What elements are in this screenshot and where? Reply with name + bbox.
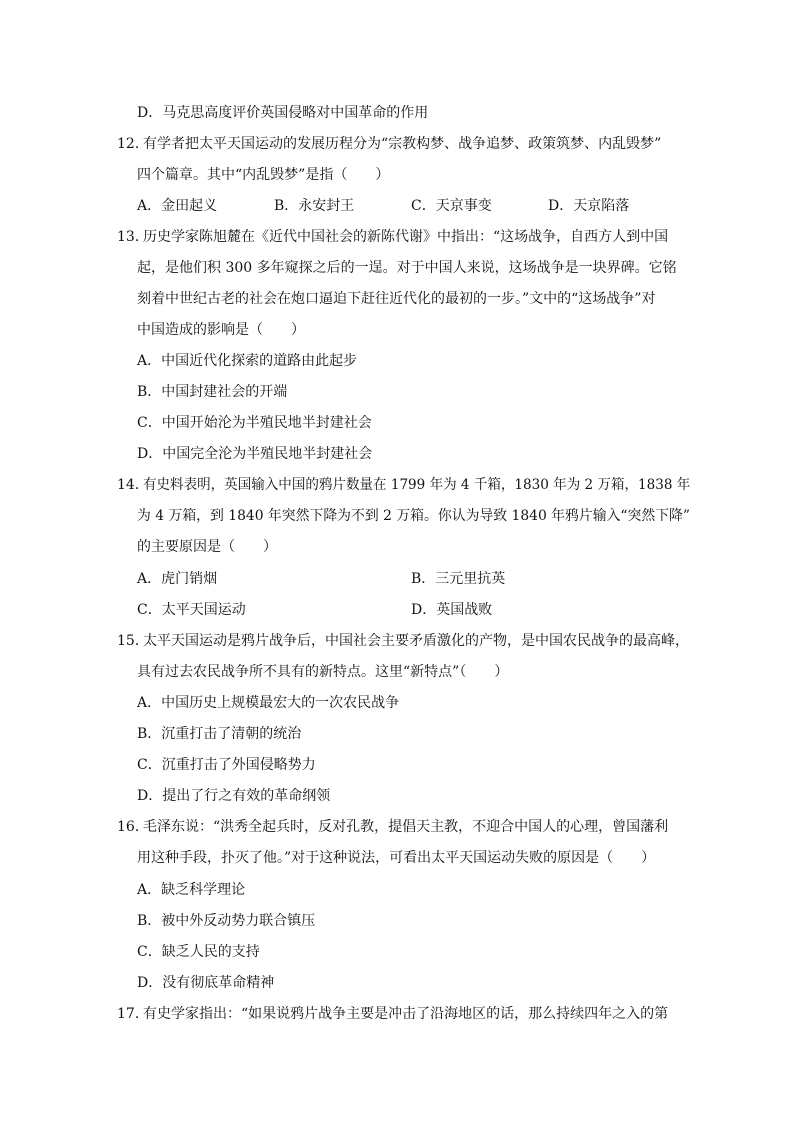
- q14-option-a: A．虎门销烟: [137, 571, 218, 587]
- q16-stem-line-2: 用这种手段，扑灭了他。”对于这种说法，可看出太平天国运动失败的原因是（ ）: [137, 850, 656, 866]
- q12-number: 12．: [117, 136, 149, 152]
- q14-option-c: C．太平天国运动: [137, 602, 246, 618]
- q12-stem-line-2: 四个篇章。其中“内乱毁梦”是指（ ）: [137, 167, 390, 183]
- q12-option-a: A．金田起义: [137, 198, 218, 214]
- q15-option-d: D．提出了行之有效的革命纲领: [137, 788, 331, 804]
- q15-number: 15．: [117, 633, 149, 649]
- q16-stem-line-1: 毛泽东说：“洪秀全起兵时，反对孔教，提倡天主教，不迎合中国人的心理，曾国藩利: [143, 819, 669, 835]
- q15-option-b: B．沉重打击了清朝的统治: [137, 726, 302, 742]
- q14-option-b: B．三元里抗英: [411, 571, 506, 587]
- q11-option-d: D．马克思高度评价英国侵略对中国革命的作用: [137, 105, 429, 121]
- q16-number: 16．: [117, 819, 149, 835]
- q17-stem-line-1: 有史学家指出：“如果说鸦片战争主要是冲击了沿海地区的话，那么持续四年之入的第: [143, 1006, 669, 1022]
- q13-option-b: B．中国封建社会的开端: [137, 384, 288, 400]
- q16-option-a: A．缺乏科学理论: [137, 882, 246, 898]
- q15-option-a: A．中国历史上规模最宏大的一次农民战争: [137, 695, 400, 711]
- q15-stem-line-2: 具有过去农民战争所不具有的新特点。这里“新特点”（ ）: [137, 664, 509, 680]
- q13-number: 13．: [117, 229, 149, 245]
- q14-stem-line-3: 的主要原因是（ ）: [137, 539, 277, 555]
- q13-stem-line-3: 刻着中世纪古老的社会在炮口逼迫下赶往近代化的最初的一步。”文中的“这场战争”对: [137, 291, 656, 307]
- q13-option-d: D．中国完全沦为半殖民地半封建社会: [137, 446, 373, 462]
- q15-stem-line-1: 太平天国运动是鸦片战争后，中国社会主要矛盾激化的产物，是中国农民战争的最高峰，: [143, 633, 689, 649]
- q13-option-c: C．中国开始沦为半殖民地半封建社会: [137, 415, 372, 431]
- q13-stem-line-4: 中国造成的影响是（ ）: [137, 322, 305, 338]
- q12-option-d: D．天京陷落: [548, 198, 630, 214]
- q14-stem-line-1: 有史料表明，英国输入中国的鸦片数量在 1799 年为 4 千箱，1830 年为 2 万箱，1838 年: [143, 477, 691, 493]
- q14-option-d: D．英国战败: [411, 602, 493, 618]
- q15-option-c: C．沉重打击了外国侵略势力: [137, 757, 316, 773]
- q16-option-b: B．被中外反动势力联合镇压: [137, 913, 316, 929]
- q14-number: 14．: [117, 477, 149, 493]
- q14-stem-line-2: 为 4 万箱，到 1840 年突然下降为不到 2 万箱。你认为导致 1840 年鸦片输入“突然下降”: [137, 508, 690, 524]
- q13-option-a: A．中国近代化探索的道路由此起步: [137, 353, 358, 369]
- q13-stem-line-2: 起，是他们积 300 多年窥探之后的一逞。对于中国人来说，这场战争是一块界碑。它铭: [137, 260, 677, 276]
- q12-stem-line-1: 有学者把太平天国运动的发展历程分为“宗教构梦、战争追梦、政策筑梦、内乱毁梦”: [143, 136, 662, 152]
- q17-number: 17．: [117, 1006, 149, 1022]
- q13-stem-line-1: 历史学家陈旭麓在《近代中国社会的新陈代谢》中指出：“这场战争，自西方人到中国: [143, 229, 669, 245]
- q16-option-d: D．没有彻底革命精神: [137, 975, 275, 991]
- q12-option-c: C．天京事变: [411, 198, 492, 214]
- q16-option-c: C．缺乏人民的支持: [137, 944, 260, 960]
- q12-option-b: B．永安封王: [274, 198, 355, 214]
